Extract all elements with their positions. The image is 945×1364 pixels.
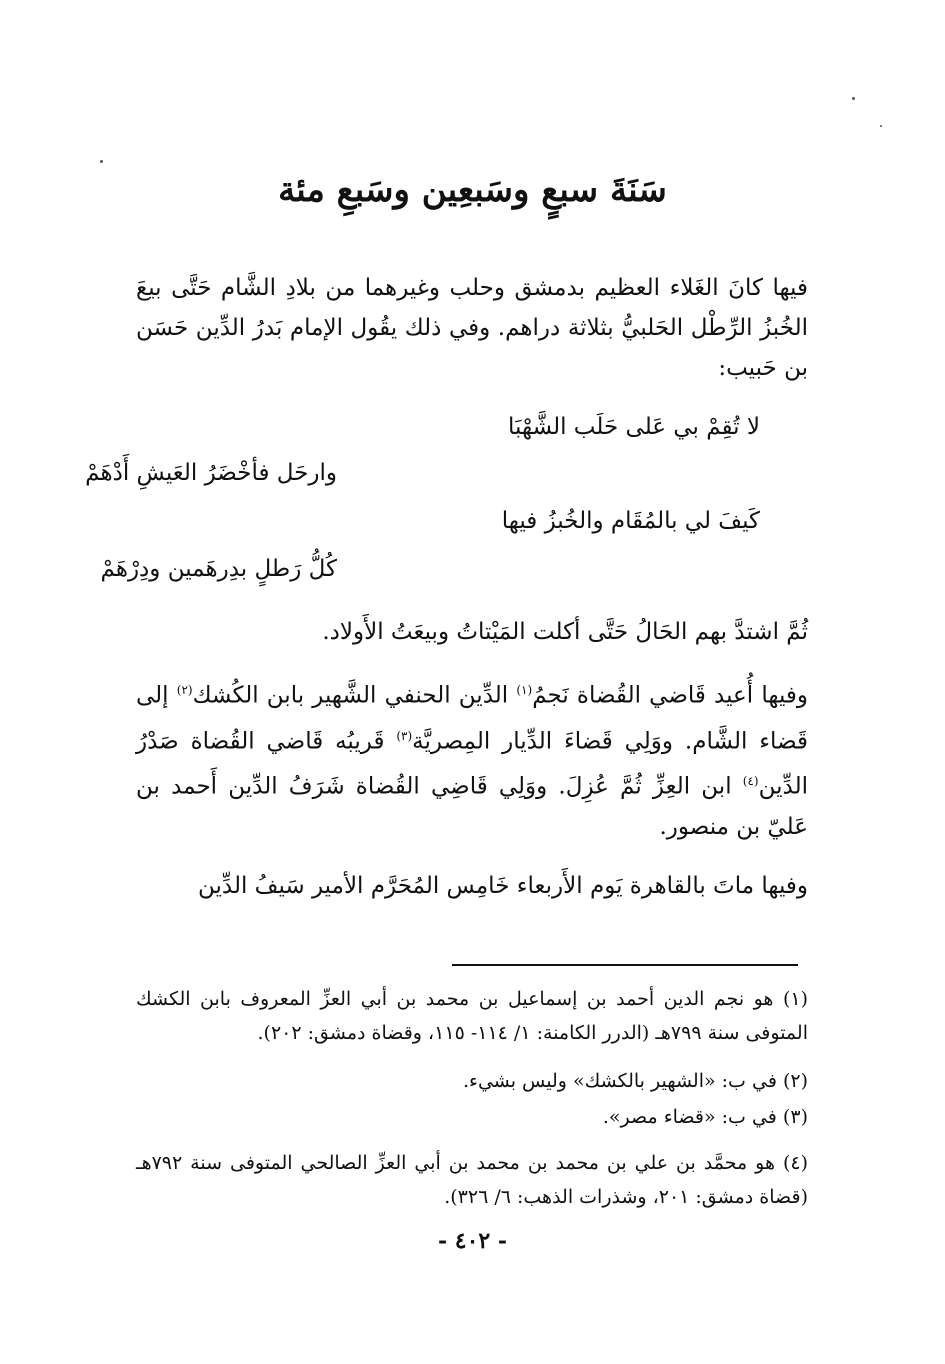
footnote-divider bbox=[452, 964, 798, 966]
footnote-ref-3: (٣) bbox=[396, 728, 413, 743]
page-number: - ٤٠٢ - bbox=[437, 1228, 508, 1254]
footnote-ref-2: (٢) bbox=[176, 683, 193, 697]
verse-line-3: كَيفَ لي بالمُقَام والخُبزُ فيها bbox=[501, 508, 760, 534]
paragraph-3-part-4: قَريبُه قَاضي القُضاة صَدْرُ الدِّين bbox=[136, 728, 808, 800]
paragraph-3-part-3: إلى قَضاء الشَّام. ووَلِي قَضاءَ الدِّيار المِصريَّة bbox=[136, 682, 809, 755]
scan-speck bbox=[852, 97, 855, 100]
paragraph-1: فيها كانَ الغَلاء العظيم بدمشق وحلب وغيرهما من بلادِ الشَّام حَتَّى بيعَ الخُبزُ الرِّطْل الحَلبيُّ بثلاثة دراهم. وفي ذلك يقُول الإمام بَدرُ الدِّين حَسَن بن حَبيب: bbox=[136, 275, 808, 381]
paragraph-4: وفيها ماتَ بالقاهرة يَوم الأَربعاء خَامِس المُحَرَّم الأمير سَيفُ الدِّين bbox=[197, 873, 808, 899]
paragraph-3-part-1: وفيها أُعيد قَاضي القُضاة نَجمُ bbox=[532, 682, 808, 709]
footnote-2: (٢) في ب: «الشهير بالكشك» وليس بشيء. bbox=[462, 1070, 808, 1092]
verse-line-2: وارحَل فأخْضَرُ العَيشِ أَدْهَمْ bbox=[85, 460, 337, 486]
footnote-ref-1: (١) bbox=[516, 683, 533, 697]
verse-line-1: لا تُقِمْ بي عَلى حَلَب الشَّهْبَا bbox=[508, 414, 760, 440]
paragraph-3-part-2: الدِّين الحنفي الشَّهير بابن الكُشك bbox=[192, 682, 509, 709]
page-title: سَنَةَ سبعٍ وسَبعِين وسَبعِ مئة bbox=[278, 170, 667, 210]
paragraph-2: ثُمَّ اشتدَّ بهم الحَالُ حَتَّى أكلت المَيْتاتُ وبيعَتُ الأَولاد. bbox=[322, 619, 808, 645]
footnote-3: (٣) في ب: «قضاء مصر». bbox=[602, 1106, 808, 1128]
footnote-4: (٤) هو محمَّد بن علي بن محمد بن محمد بن أبي العزِّ الصالحي المتوفى سنة ٧٩٢هـ (قضاة دمشق: ٢٠١، وشذرات الذهب: ٦/ ٣٢٦). bbox=[136, 1152, 808, 1208]
footnote-1: (١) هو نجم الدين أحمد بن إسماعيل بن محمد بن أبي العزِّ المعروف بابن الكشك المتوفى سنة ٧٩٩هـ (الدرر الكامنة: ١/ ١١٤- ١١٥، وقضاة دمشق: ٢٠٢). bbox=[136, 988, 808, 1044]
verse-line-4: كُلُّ رَطلٍ بدِرهَمين ودِرْهَمْ bbox=[100, 556, 337, 582]
paragraph-3 bbox=[136, 670, 808, 847]
scan-speck bbox=[100, 160, 103, 163]
scan-speck bbox=[880, 125, 882, 127]
paragraph-3-part-5: ابن العِزِّ ثُمَّ عُزِلَ. ووَلِي قَاضِي القُضاة شَرَفُ الدِّين أَحمد بن عَليّ بن منصور. bbox=[136, 773, 808, 840]
footnote-ref-4: (٤) bbox=[742, 774, 759, 789]
